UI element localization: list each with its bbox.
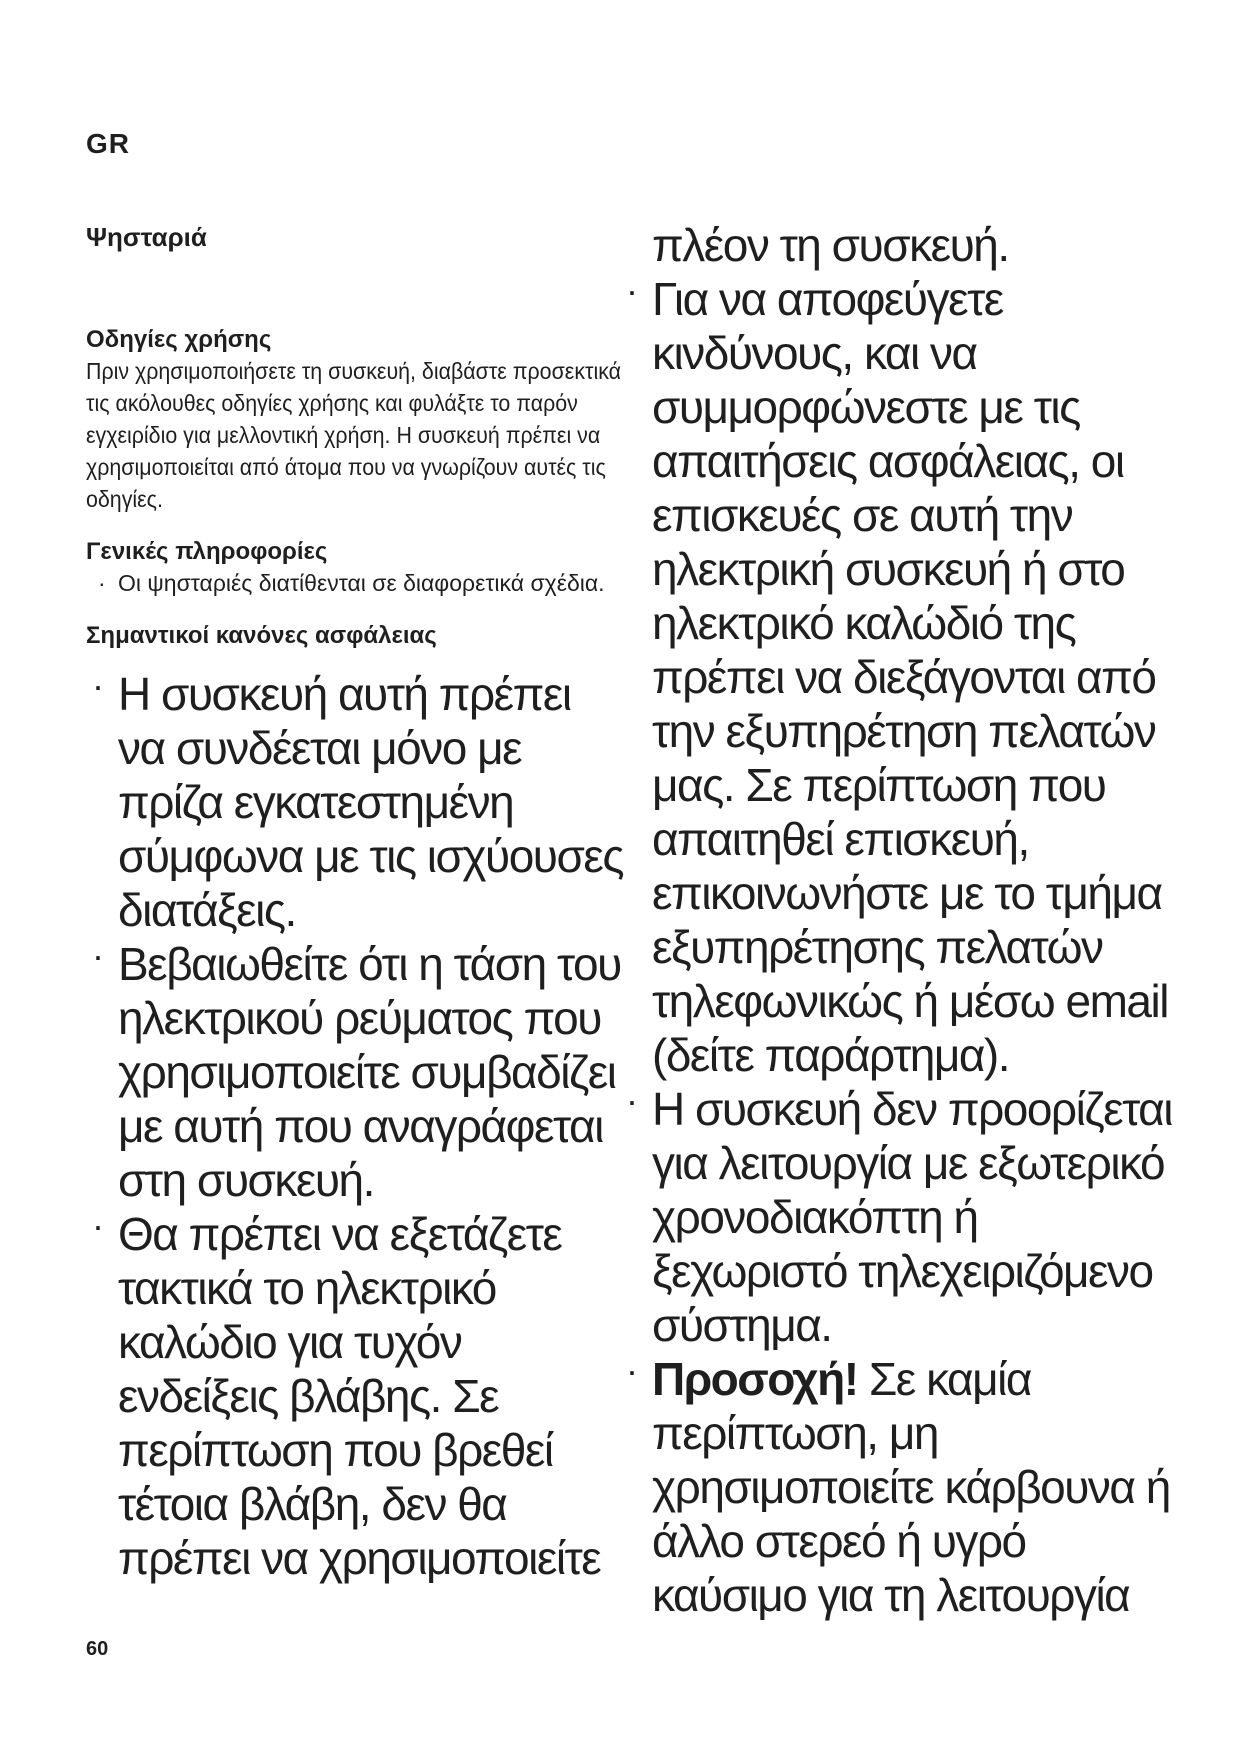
bullet-icon: · (92, 935, 103, 976)
safety-list-left (86, 667, 626, 1585)
general-info-list (86, 567, 626, 599)
list-item: · Η συσκευή αυτή πρέπει να συνδέεται μόνο με πρίζα εγκατεστημένη σύμφωνα με τις ισχύουσες διατάξεις. (86, 667, 626, 937)
warning-item (620, 1352, 1180, 1622)
list-item: · Οι ψησταριές διατίθενται σε διαφορετικά σχέδια. (86, 567, 626, 599)
warning-label: Προσοχή! (652, 1353, 858, 1405)
safety-list-right (620, 272, 1180, 1622)
left-column (86, 325, 626, 1585)
list-item: · Βεβαιωθείτε ότι η τάση του ηλεκτρικού ρεύματος που χρησιμοποιείτε συμβαδίζει με αυτή που αναγράφεται στη συσκευή. (86, 937, 626, 1207)
language-code: GR (86, 128, 130, 159)
bullet-icon: · (92, 1205, 103, 1246)
bullet-icon: · (626, 270, 637, 311)
safety-heading: Σημαντικοί κανόνες ασφάλειας (86, 622, 437, 649)
general-info-heading: Γενικές πληροφορίες (86, 538, 328, 565)
right-column (620, 218, 1180, 1622)
bullet-icon: · (626, 1080, 637, 1121)
continuation-text: πλέον τη συσκευή. (652, 219, 1009, 271)
instructions-heading: Οδηγίες χρήσης (86, 326, 272, 353)
page-title: Ψησταριά (86, 222, 207, 252)
bullet-icon: · (626, 1350, 637, 1391)
bullet-icon: · (92, 665, 103, 706)
warning-text: Σε καμία περίπτωση, μη χρησιμοποιείτε κάρβουνα ή άλλο στερεό ή υγρό καύσιμο για τη λειτουργία (652, 1353, 1170, 1621)
list-item: · Η συσκευή δεν προορίζεται για λειτουργία με εξωτερικό χρονοδιακόπτη ή ξεχωριστό τηλεχειριζόμενο σύστημα. (620, 1082, 1180, 1352)
list-item: · Θα πρέπει να εξετάζετε τακτικά το ηλεκτρικό καλώδιο για τυχόν ενδείξεις βλάβης. Σε περίπτωση που βρεθεί τέτοια βλάβη, δεν θα πρέπει να χρησιμοποιείτε (86, 1207, 626, 1585)
instructions-body: Πριν χρησιμοποιήσετε τη συσκευή, διαβάστε προσεκτικά τις ακόλουθες οδηγίες χρήσης και φυλάξτε το παρόν εγχειρίδιο για μελλοντική χρήση. Η συσκευή πρέπει να χρησιμοποιείται από άτομα που να γνωρίζουν αυτές τις οδηγίες. (86, 358, 622, 512)
page-number: 60 (86, 1638, 109, 1660)
list-item: · Για να αποφεύγετε κινδύνους, και να συμμορφώνεστε με τις απαιτήσεις ασφάλειας, οι επισκευές σε αυτή την ηλεκτρική συσκευή ή στο ηλεκτρικό καλώδιό της πρέπει να διεξάγονται από την εξυπηρέτηση πελατών μας. Σε περίπτωση που απαιτηθεί επισκευή, επικοινωνήστε με το τμήμα εξυπηρέτησης πελατών τηλεφωνικώς ή μέσω email (δείτε παράρτημα). (620, 272, 1180, 1082)
bullet-icon: · (98, 570, 106, 596)
